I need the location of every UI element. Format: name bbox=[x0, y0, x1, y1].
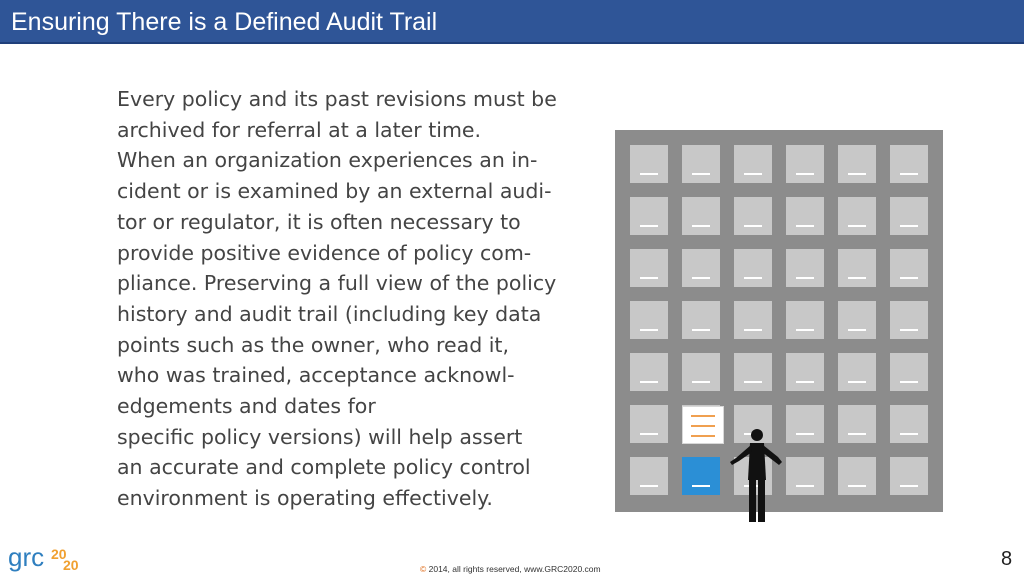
drawer-handle bbox=[692, 485, 710, 487]
drawer-handle bbox=[692, 329, 710, 331]
drawer bbox=[786, 457, 824, 495]
drawer-handle bbox=[640, 381, 658, 383]
drawer-handle bbox=[900, 485, 918, 487]
drawer bbox=[786, 197, 824, 235]
body-line: Every policy and its past revisions must be bbox=[117, 87, 557, 111]
drawer bbox=[630, 353, 668, 391]
drawer bbox=[890, 457, 928, 495]
body-line: pliance. Preserving a full view of the policy bbox=[117, 271, 557, 296]
drawer bbox=[890, 145, 928, 183]
logo-text: grc bbox=[8, 542, 45, 572]
drawer bbox=[838, 353, 876, 391]
drawer bbox=[838, 197, 876, 235]
drawer-handle bbox=[796, 433, 814, 435]
drawer bbox=[786, 301, 824, 339]
drawer-handle bbox=[744, 277, 762, 279]
drawer bbox=[890, 353, 928, 391]
drawer-handle bbox=[848, 173, 866, 175]
drawer bbox=[734, 353, 772, 391]
person-icon bbox=[726, 428, 788, 524]
drawer bbox=[838, 145, 876, 183]
body-line: points such as the owner, who read it, bbox=[117, 332, 509, 357]
drawer bbox=[838, 301, 876, 339]
drawer bbox=[734, 145, 772, 183]
drawer-handle bbox=[692, 277, 710, 279]
copyright-symbol: © bbox=[420, 564, 427, 574]
drawer-handle bbox=[640, 485, 658, 487]
document-line bbox=[691, 435, 715, 437]
drawer bbox=[734, 249, 772, 287]
drawer-handle bbox=[692, 173, 710, 175]
drawer-handle bbox=[796, 225, 814, 227]
drawer bbox=[838, 249, 876, 287]
drawer-handle bbox=[796, 277, 814, 279]
drawer bbox=[890, 405, 928, 443]
body-line: provide positive evidence of policy com- bbox=[117, 240, 532, 265]
drawer-handle bbox=[744, 329, 762, 331]
drawer-handle bbox=[692, 381, 710, 383]
copyright-text: 2014, all rights reserved, www.GRC2020.com bbox=[426, 564, 601, 574]
drawer-handle bbox=[796, 381, 814, 383]
drawer bbox=[786, 145, 824, 183]
drawer-handle bbox=[640, 277, 658, 279]
drawer-handle bbox=[900, 433, 918, 435]
body-line: history and audit trail (including key data bbox=[117, 301, 542, 326]
drawer bbox=[682, 249, 720, 287]
drawer bbox=[630, 301, 668, 339]
drawer bbox=[734, 301, 772, 339]
body-line: an accurate and complete policy control bbox=[117, 455, 531, 480]
drawer-handle bbox=[848, 381, 866, 383]
drawer bbox=[786, 353, 824, 391]
body-text bbox=[117, 84, 587, 514]
body-line: who was trained, acceptance acknowl- bbox=[117, 363, 515, 388]
drawer-handle bbox=[796, 329, 814, 331]
logo-subscript: 20 bbox=[63, 557, 79, 573]
drawer bbox=[890, 301, 928, 339]
grc2020-logo bbox=[8, 540, 88, 574]
drawer bbox=[786, 249, 824, 287]
drawer bbox=[786, 405, 824, 443]
document-line bbox=[691, 425, 715, 427]
drawer-handle bbox=[744, 173, 762, 175]
drawer-handle bbox=[744, 225, 762, 227]
body-line: When an organization experiences an in- bbox=[117, 148, 538, 173]
body-line: edgements and dates for bbox=[117, 394, 376, 419]
body-line: archived for referral at a later time. bbox=[117, 117, 482, 142]
drawer-handle bbox=[900, 381, 918, 383]
document-icon bbox=[682, 406, 724, 444]
drawer-handle bbox=[744, 381, 762, 383]
drawer bbox=[682, 353, 720, 391]
drawer bbox=[630, 145, 668, 183]
drawer-handle bbox=[640, 225, 658, 227]
drawer-handle bbox=[796, 485, 814, 487]
drawer bbox=[630, 249, 668, 287]
logo-superscript: 20 bbox=[51, 546, 67, 562]
drawer bbox=[682, 145, 720, 183]
drawer bbox=[890, 197, 928, 235]
drawer bbox=[838, 457, 876, 495]
body-line: tor or regulator, it is often necessary to bbox=[117, 209, 521, 234]
drawer bbox=[630, 457, 668, 495]
drawer-handle bbox=[848, 329, 866, 331]
drawer-handle bbox=[848, 225, 866, 227]
title-bar bbox=[0, 0, 1024, 44]
drawer bbox=[682, 301, 720, 339]
drawer bbox=[630, 405, 668, 443]
copyright-notice bbox=[420, 564, 601, 574]
drawer-handle bbox=[692, 225, 710, 227]
drawer bbox=[734, 197, 772, 235]
open-drawer bbox=[682, 457, 720, 495]
drawer-handle bbox=[848, 277, 866, 279]
slide-title: Ensuring There is a Defined Audit Trail bbox=[11, 8, 438, 36]
body-line: cident or is examined by an external audi- bbox=[117, 179, 552, 204]
drawer-handle bbox=[640, 329, 658, 331]
drawer-handle bbox=[796, 173, 814, 175]
page-number: 8 bbox=[1001, 548, 1013, 570]
drawer-handle bbox=[848, 485, 866, 487]
drawer bbox=[630, 197, 668, 235]
drawer-handle bbox=[900, 277, 918, 279]
drawer-handle bbox=[900, 225, 918, 227]
drawer bbox=[838, 405, 876, 443]
drawer-handle bbox=[900, 329, 918, 331]
drawer-handle bbox=[640, 433, 658, 435]
body-line: environment is operating effectively. bbox=[117, 486, 493, 511]
drawer-handle bbox=[640, 173, 658, 175]
drawer bbox=[682, 197, 720, 235]
document-line bbox=[691, 415, 715, 417]
drawer-handle bbox=[900, 173, 918, 175]
body-line: specific policy versions) will help assert bbox=[117, 424, 523, 449]
drawer bbox=[890, 249, 928, 287]
drawer-handle bbox=[848, 433, 866, 435]
